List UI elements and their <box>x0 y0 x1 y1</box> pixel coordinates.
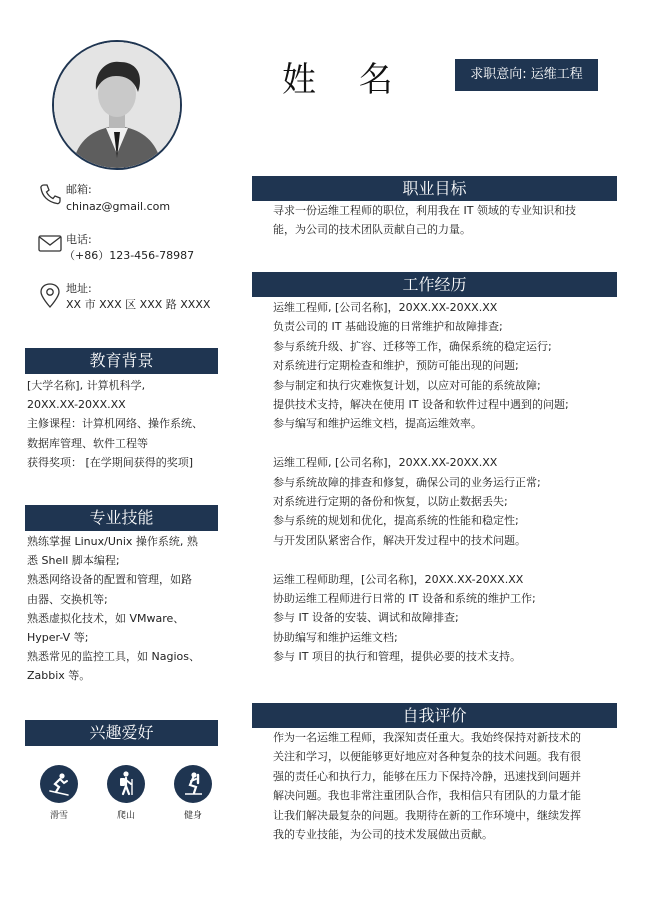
job-entry <box>273 453 613 550</box>
education-line: 数据库管理、软件工程等 <box>27 436 148 450</box>
job-title-line: 运维工程师, [公司名称]，20XX.XX-20XX.XX <box>273 456 498 470</box>
job-duty-line: 负责公司的 IT 基础设施的日常维护和故障排查; <box>273 320 503 334</box>
job-duty-line: 参与系统故障的排查和修复，确保公司的业务运行正常; <box>273 475 541 489</box>
location-pin-icon <box>37 282 63 312</box>
education-line: 获得奖项： [在学期间获得的奖项] <box>27 455 194 469</box>
job-duty-line: 协助编写和维护运维文档; <box>273 630 398 644</box>
job-duty-line: 提供技术支持，解决在使用 IT 设备和软件过程中遇到的问题; <box>273 398 569 412</box>
job-duty-line: 参与编写和维护运维文档，提高运维效率。 <box>273 417 482 431</box>
self-evaluation-content <box>273 728 613 844</box>
hobby-label-fitness: 健身 <box>183 811 202 821</box>
skills-heading: 专业技能 <box>25 505 218 531</box>
skill-line: 熟悉网络设备的配置和管理，如路 <box>27 573 192 587</box>
skill-line: 熟悉常见的监控工具，如 Nagios、 <box>27 650 200 664</box>
skill-line: 悉 Shell 脚本编程; <box>27 554 120 568</box>
job-title-line: 运维工程师助理，[公司名称]，20XX.XX-20XX.XX <box>273 572 524 586</box>
job-duty-line: 对系统进行定期检查和维护，预防可能出现的问题; <box>273 359 519 373</box>
skiing-icon <box>40 765 78 803</box>
evaluation-line: 我的专业技能，为公司的技术发展做出贡献。 <box>273 828 493 842</box>
objective-content <box>273 201 613 240</box>
hobby-label-hiking: 爬山 <box>116 811 135 821</box>
phone-value: （+86）123-456-78987 <box>64 249 195 262</box>
hobby-label-skiing: 滑雪 <box>49 811 68 821</box>
self-evaluation-heading: 自我评价 <box>252 703 617 728</box>
skills-content <box>27 532 222 686</box>
email-label: 邮箱: <box>66 183 92 196</box>
fitness-icon <box>174 765 212 803</box>
skill-line: 熟悉虚拟化技术，如 VMware、 <box>27 611 185 625</box>
job-duty-line: 参与系统升级、扩容、迁移等工作，确保系统的稳定运行; <box>273 339 552 353</box>
education-line: 20XX.XX-20XX.XX <box>27 398 126 412</box>
education-content <box>27 376 222 472</box>
profile-photo <box>52 40 182 170</box>
job-title-line: 运维工程师, [公司名称]，20XX.XX-20XX.XX <box>273 301 498 314</box>
job-duty-line: 对系统进行定期的备份和恢复，以防止数据丢失; <box>273 495 508 509</box>
objective-heading: 职业目标 <box>252 176 617 201</box>
job-entry <box>273 298 613 434</box>
email-value: chinaz@gmail.com <box>66 200 171 213</box>
skill-line: Zabbix 等。 <box>27 669 91 683</box>
portrait-image <box>54 42 180 168</box>
job-duty-line: 参与系统的规划和优化，提高系统的性能和稳定性; <box>273 514 519 528</box>
experience-heading: 工作经历 <box>252 272 617 297</box>
skill-line: Hyper-V 等; <box>27 631 89 645</box>
job-duty-line: 协助运维工程师进行日常的 IT 设备和系统的维护工作; <box>273 592 536 606</box>
skill-line: 由器、交换机等; <box>27 592 108 606</box>
education-heading: 教育背景 <box>25 348 218 374</box>
job-duty-line: 参与 IT 设备的安装、调试和故障排查; <box>273 611 459 625</box>
job-duty-line: 参与制定和执行灾难恢复计划，以应对可能的系统故障; <box>273 378 541 392</box>
hiking-icon <box>107 765 145 803</box>
education-line: [大学名称], 计算机科学, <box>27 379 146 392</box>
evaluation-line: 让我们解决最复杂的问题。我期待在新的工作环境中，继续发挥 <box>273 808 581 822</box>
phone-label: 电话: <box>66 233 92 246</box>
evaluation-line: 作为一名运维工程师，我深知责任重大。我始终保持对新技术的 <box>273 731 581 744</box>
job-entry <box>273 570 613 667</box>
job-intent-badge: 求职意向: 运维工程 <box>455 59 598 91</box>
objective-line: 寻求一份运维工程师的职位，利用我在 IT 领域的专业知识和技 <box>273 204 576 217</box>
job-duty-line: 与开发团队紧密合作，解决开发过程中的技术问题。 <box>273 533 526 547</box>
skill-line: 熟练掌握 Linux/Unix 操作系统, 熟 <box>27 535 198 548</box>
candidate-name: 姓 名 <box>282 60 409 100</box>
evaluation-line: 关注和学习，以便能够更好地应对各种复杂的技术问题。我有很 <box>273 750 581 764</box>
address-value: XX 市 XXX 区 XXX 路 XXXX <box>66 298 211 311</box>
education-line: 主修课程：计算机网络、操作系统、 <box>27 417 203 431</box>
job-duty-line: 参与 IT 项目的执行和管理，提供必要的技术支持。 <box>273 650 521 664</box>
evaluation-line: 强的责任心和执行力，能够在压力下保持冷静，迅速找到问题并 <box>273 769 581 783</box>
address-label: 地址: <box>66 282 92 295</box>
objective-line: 能，为公司的技术团队贡献自己的力量。 <box>273 223 471 237</box>
phone-icon <box>37 231 63 261</box>
hobbies-heading: 兴趣爱好 <box>25 720 218 746</box>
email-icon <box>37 181 63 211</box>
experience-content <box>273 298 613 667</box>
evaluation-line: 解决问题。我也非常注重团队合作，我相信只有团队的力量才能 <box>273 789 581 803</box>
